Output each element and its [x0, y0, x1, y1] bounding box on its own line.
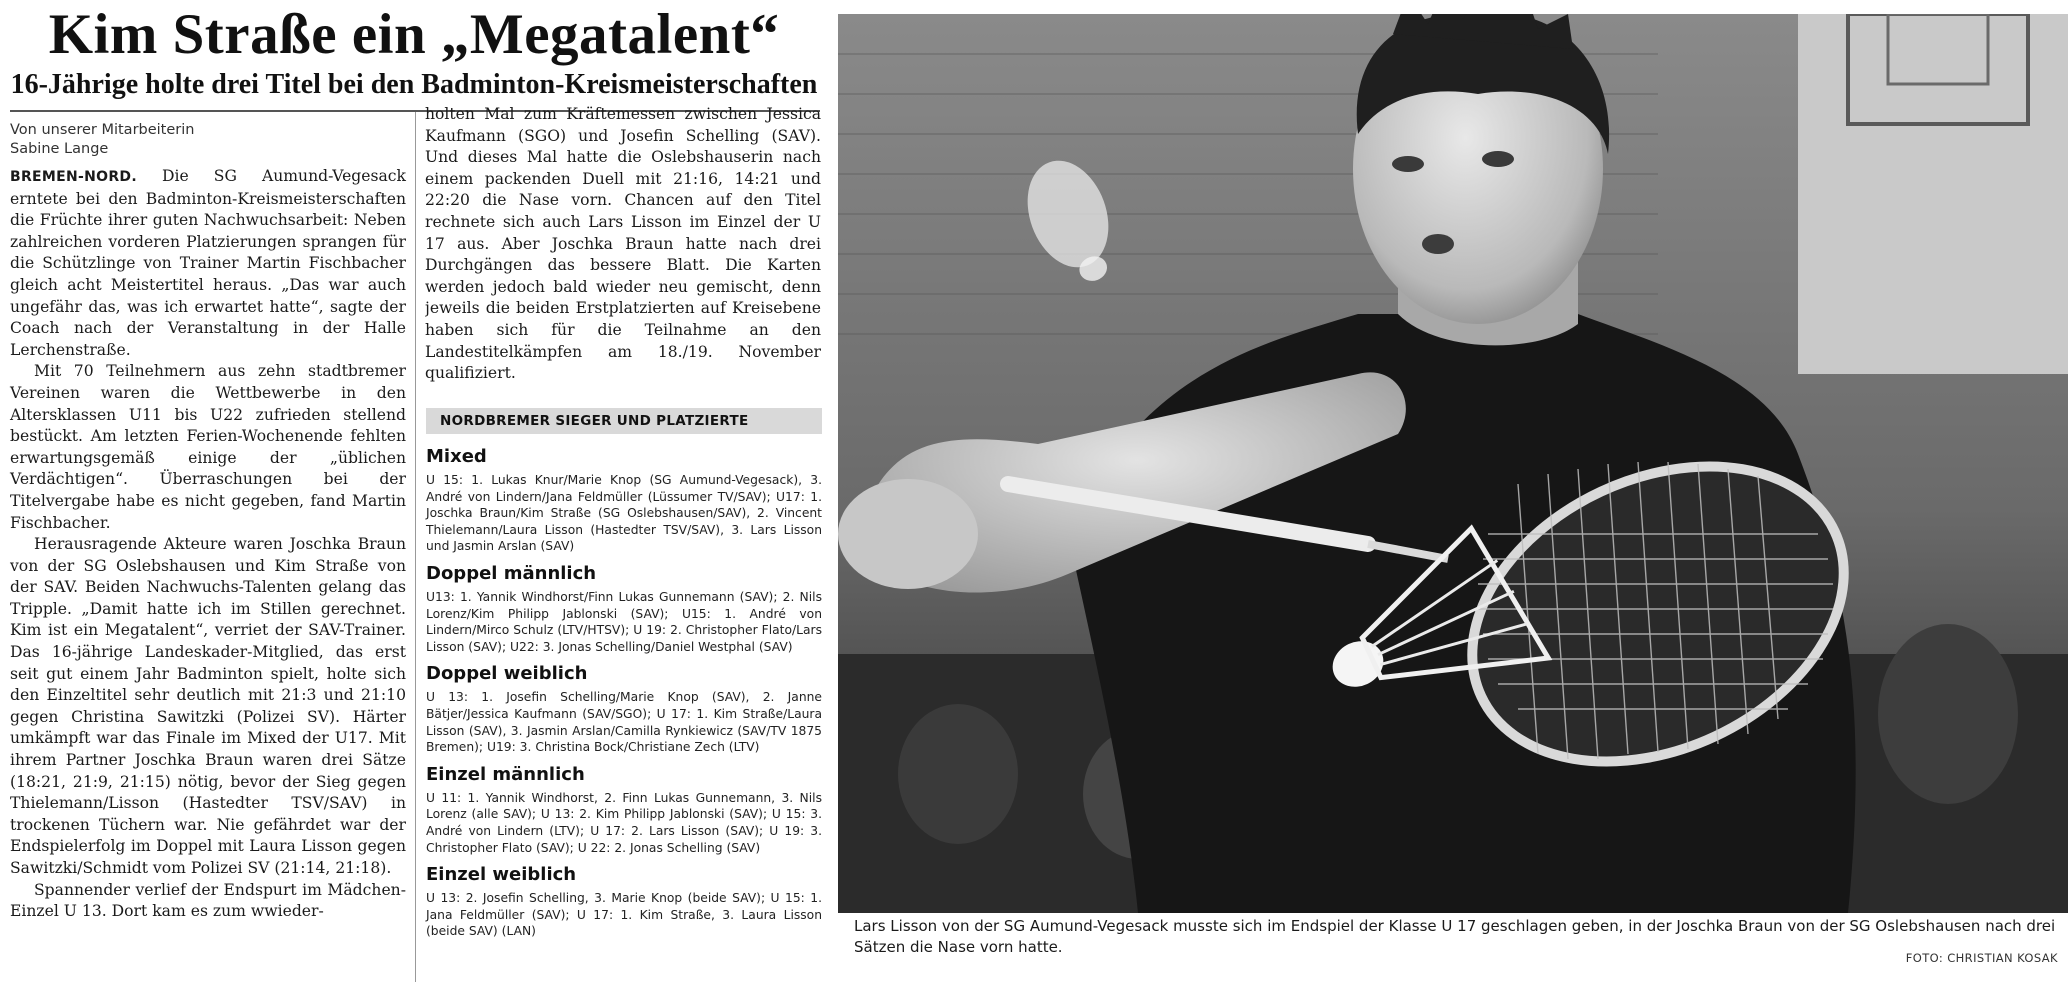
badminton-photo: [838, 14, 2068, 913]
byline: [10, 121, 406, 159]
headline: Kim Straße ein „Megatalent“: [48, 3, 780, 66]
results-section-text: U13: 1. Yannik Windhorst/Finn Lukas Gunnemann (SAV); 2. Nils Lorenz/Kim Philipp Jablonski (SAV); U15: 1. André von Lindern/Mirco Schulz (LTV/HTSV); U 19: 2. Christopher Flato/Lars Lisson (SAV); U22: 3. Jonas Schelling/Daniel Westphal (SAV): [426, 589, 822, 654]
article-paragraph-4: Spannender verlief der Endspurt im Mädchen-Einzel U 13. Dort kam es zum wwieder-: [10, 880, 406, 921]
article-paragraph-1: [10, 166, 406, 361]
results-section-title: Doppel weiblich: [426, 663, 588, 685]
byline-author: Sabine Lange: [10, 141, 109, 157]
results-section-text: U 11: 1. Yannik Windhorst, 2. Finn Lukas Gunnemann, 3. Nils Lorenz (alle SAV); U 13: 2. Kim Philipp Jablonski (SAV); U 15: 3. André von Lindern (LTV); U 17: 2. Lars Lisson (SAV); U 19: 3. Christopher Flato (SAV); U 22: 2. Jonas Schelling (SAV): [426, 790, 822, 855]
byline-line-1: Von unserer Mitarbeiterin: [10, 122, 195, 138]
results-section-text: U 13: 1. Josefin Schelling/Marie Knop (SAV), 2. Janne Bätjer/Jessica Kaufmann (SAV/SGO); U 17: 1. Kim Straße/Laura Lisson (SAV), 3. Jasmin Arslan/Camilla Rynkiewicz (SAV/TV 1875 Bremen); U19: 3. Christina Bock/Christiane Zech (LTV): [426, 690, 822, 755]
player-illustration: [838, 14, 2068, 913]
column-divider: [415, 112, 416, 982]
paragraph-1-text: Die SG Aumund-Vegesack erntete bei den Badminton-Kreismeisterschaften die Früchte ihrer guten Nachwuchsarbeit: Neben zahlreichen vorderen Platzierungen sprangen für die Schützlinge von Trainer Martin Fischbacher gleich acht Meistertitel heraus. „Das war auch ungefähr das, was ich erwartet hatte“, sagte der Coach nach der Veranstaltung in der Halle Lerchenstraße.: [10, 167, 406, 359]
article-paragraph-4-continued: holten Mal zum Kräftemessen zwischen Jessica Kaufmann (SGO) und Josefin Schelling (SAV). Und dieses Mal hatte die Oslebshauserin nach einem packenden Duell mit 21:16, 14:21 und 22:20 die Nase vorn. Chancen auf den Titel rechnete sich auch Lars Lisson im Einzel der U 17 aus. Aber Joschka Braun hatte nach drei Durchgängen das bessere Blatt. Die Karten werden jedoch bald wieder neu gemischt, denn jeweils die beiden Erstplatzierten auf Kreisebene haben sich für die Teilnahme an den Landestitelkämpfen am 18./19. November qualifiziert.: [425, 105, 821, 383]
article-column-2: [425, 104, 821, 384]
photo-credit: FOTO: CHRISTIAN KOSAK: [1905, 951, 2058, 965]
results-section-title: Mixed: [426, 446, 487, 467]
results-section-title: Einzel weiblich: [426, 864, 577, 886]
results-box: [426, 446, 822, 940]
subheadline: 16-Jährige holte drei Titel bei den Badminton-Kreismeisterschaften: [10, 69, 818, 100]
results-section-title: Doppel männlich: [426, 562, 597, 584]
article-column-1: [10, 121, 406, 923]
results-box-heading: NORDBREMER SIEGER UND PLATZIERTE: [426, 408, 822, 434]
article-paragraph-2: Mit 70 Teilnehmern aus zehn stadtbremer Vereinen waren die Wettbewerbe in den Altersklassen U11 bis U22 zufrieden stellend bestückt. Am letzten Ferien-Wochenende fehlten erwartungsgemäß einige der „üblichen Verdächtigen“. Überraschungen bei der Titelvergabe habe es nicht gegeben, fand Martin Fischbacher.: [10, 362, 406, 532]
results-section-title: Einzel männlich: [426, 763, 585, 785]
article-paragraph-3: Herausragende Akteure waren Joschka Braun von der SG Oslebshausen und Kim Straße von der SAV. Beiden Nachwuchs-Talenten gelang das Tripple. „Damit hatte ich im Stillen gerechnet. Kim ist ein Megatalent“, verriet der SAV-Trainer. Das 16-jährige Landeskader-Mitglied, das erst seit gut einem Jahr Badminton spielt, holte sich den Einzeltitel sehr deutlich mit 21:3 und 21:10 gegen Christina Sawitzki (Polizei SV). Härter umkämpft war das Finale im Mixed der U17. Mit ihrem Partner Joschka Braun waren drei Sätze (18:21, 21:9, 21:15) nötig, bevor der Sieg gegen Thielemann/Lisson (Hastedter TSV/SAV) in trockenen Tüchern war. Nie gefährdet war der Endspielerfolg im Doppel mit Laura Lisson gegen Sawitzki/Schmidt vom Polizei SV (21:14, 21:18).: [10, 535, 406, 877]
results-section-text: U 15: 1. Lukas Knur/Marie Knop (SG Aumund-Vegesack), 3. André von Lindern/Jana Feldmüller (Lüssumer TV/SAV); U17: 1. Joschka Braun/Kim Straße (SG Oslebshausen/SAV), 2. Vincent Thielemann/Laura Lisson (Hastedter TSV/SAV), 3. Lars Lisson und Jasmin Arslan (SAV): [426, 473, 822, 554]
dateline: BREMEN-NORD.: [10, 169, 137, 185]
results-section-text: U 13: 2. Josefin Schelling, 3. Marie Knop (beide SAV); U 15: 1. Jana Feldmüller (SAV); U 17: 1. Kim Straße, 3. Laura Lisson (beide SAV) (LAN): [426, 891, 822, 939]
photo-caption: Lars Lisson von der SG Aumund-Vegesack musste sich im Endspiel der Klasse U 17 geschlagen geben, in der Joschka Braun von der SG Oslebshausen nach drei Sätzen die Nase vorn hatte.: [854, 917, 2056, 956]
